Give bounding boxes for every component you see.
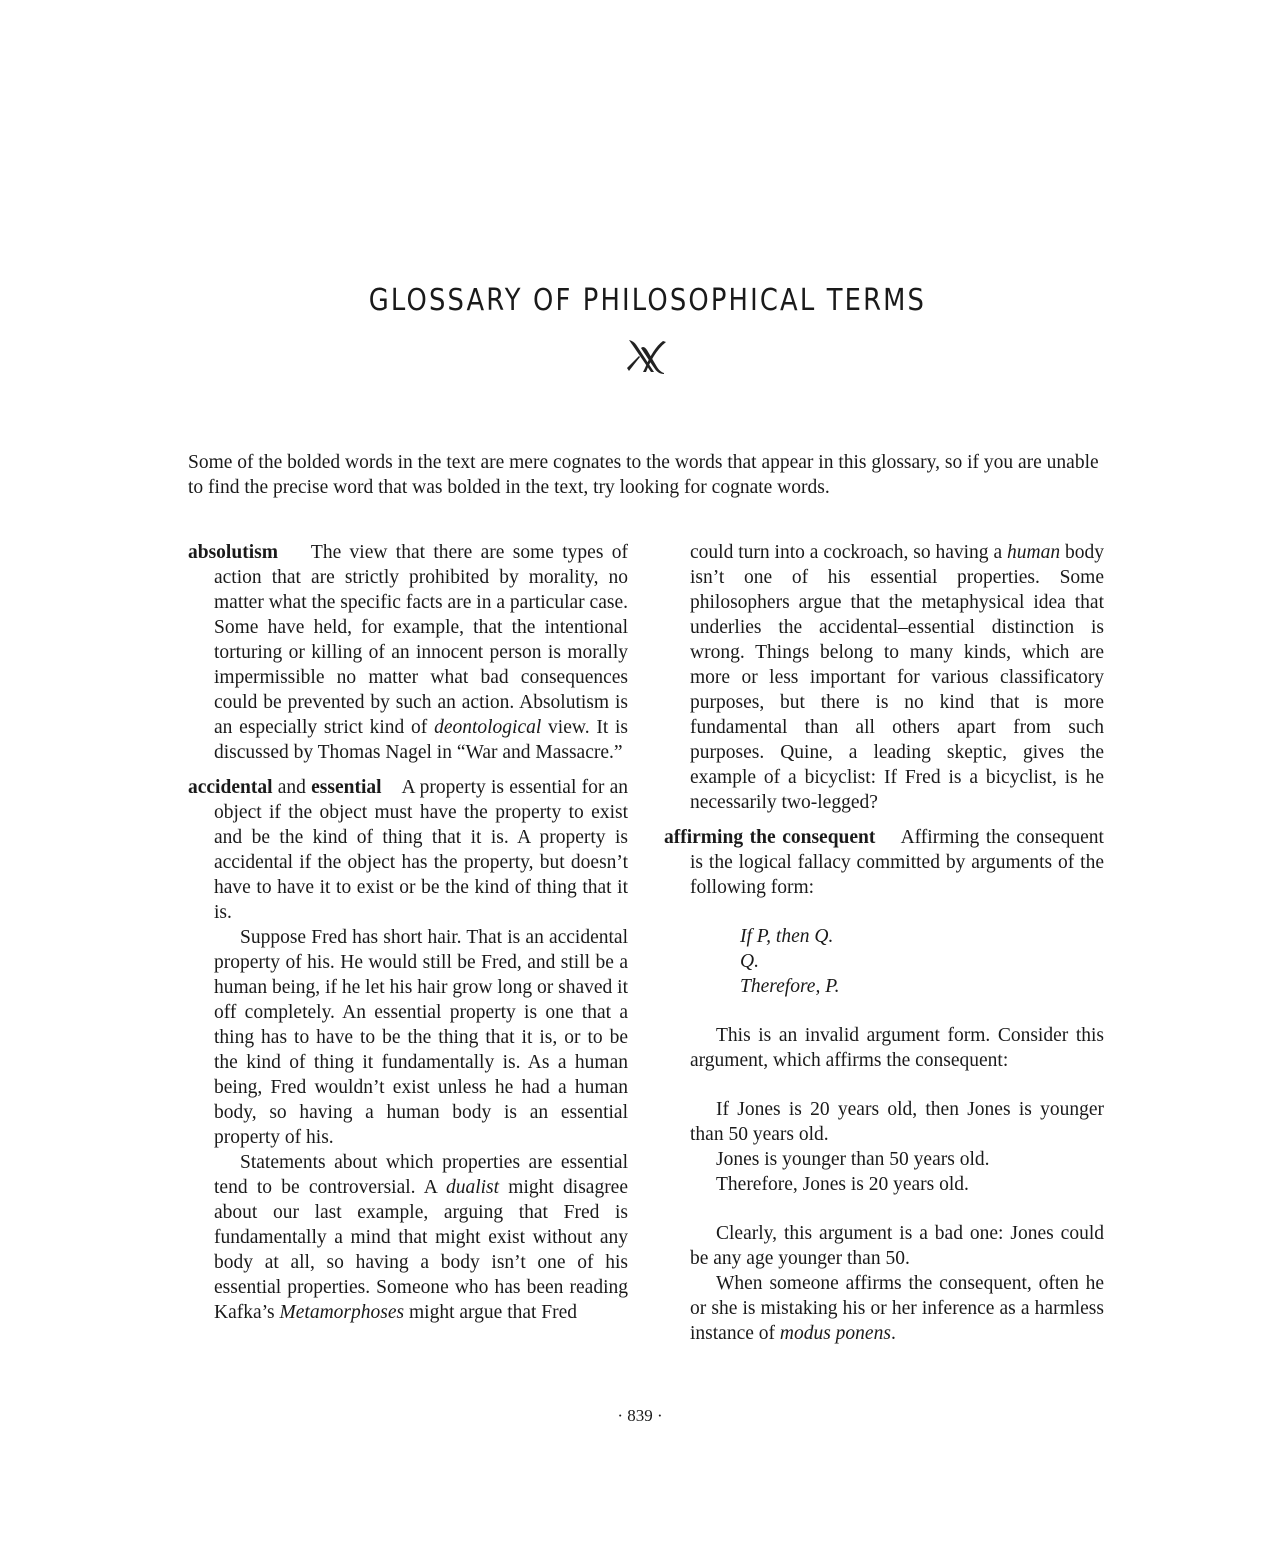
ornament-icon xyxy=(623,338,671,378)
form-line: If P, then Q. xyxy=(740,926,834,947)
term-affirming-the-consequent: affirming the consequent xyxy=(664,827,876,848)
paragraph-text: might disagree about our last example, arguing that Fred is fundamentally a mind that might exist without any body at all, so having a body isn’t one of his essential properties. Someone who has been reading Kafka’s xyxy=(214,1177,628,1323)
definition-text: A property is essential for an object if the object must have the property to exist and be the kind of thing that it is. A property is accidental if the object has the property, but doesn’t have to have it to exist or be the kind of thing that it is. xyxy=(214,777,628,923)
term-essential: essential xyxy=(311,777,382,798)
argument-form xyxy=(664,924,1104,999)
paragraph-text: might argue that Fred xyxy=(404,1302,578,1323)
term-absolutism: absolutism xyxy=(188,542,278,563)
definition-text: view. It is discussed by Thomas Nagel in “War and Massacre.” xyxy=(214,717,628,763)
form-line: Therefore, P. xyxy=(740,976,840,997)
page-title: GLOSSARY OF PHILOSOPHICAL TERMS xyxy=(368,283,927,318)
italic-term: dualist xyxy=(445,1177,500,1198)
page-number: · 839 · xyxy=(617,1406,663,1425)
argument-conclusion: Therefore, Jones is 20 years old. xyxy=(716,1174,969,1195)
term-accidental: accidental xyxy=(188,777,273,798)
form-line: Q. xyxy=(740,951,759,972)
right-column xyxy=(664,540,1104,1346)
paragraph: Clearly, this argument is a bad one: Jones could be any age younger than 50. xyxy=(690,1223,1104,1269)
example-argument xyxy=(664,1097,1104,1197)
conjunction-text: and xyxy=(272,777,312,798)
paragraph-text: body isn’t one of his essential properties. Some philosophers argue that the metaphysical idea that underlies the accidental–essential distinction is wrong. Things belong to many kinds, which are more or less important for various classificatory purposes, but there is no kind that is more fundamental than all others apart from such purposes. Quine, a leading skeptic, gives the example of a bicyclist: If Fred is a bicyclist, is he necessarily two-legged? xyxy=(690,542,1105,813)
definition-text: The view that there are some types of action that are strictly prohibited by morality, no matter what the specific facts are in a particular case. Some have held, for example, that the intentional torturing or killing of an innocent person is morally impermissible no matter what bad consequences could be prevented by such an action. Absolutism is an especially strict kind of xyxy=(214,542,628,738)
argument-premise: Jones is younger than 50 years old. xyxy=(716,1149,990,1170)
definition-text: Affirming the consequent is the logical fallacy committed by arguments of the following form: xyxy=(690,827,1104,898)
italic-term: modus ponens xyxy=(779,1323,891,1344)
italic-term: human xyxy=(1007,542,1061,563)
continued-entry xyxy=(664,540,1104,815)
paragraph xyxy=(664,1271,1104,1346)
paragraph-text: When someone affirms the consequent, often he or she is mistaking his or her inference as a harmless instance of xyxy=(690,1273,1104,1344)
left-column xyxy=(188,540,628,1325)
entry-absolutism xyxy=(188,540,628,765)
argument-premise: If Jones is 20 years old, then Jones is younger than 50 years old. xyxy=(690,1099,1104,1145)
paragraph-text: could turn into a cockroach, so having a xyxy=(690,542,1008,563)
paragraph xyxy=(188,1150,628,1325)
entry-affirming-the-consequent xyxy=(664,825,1104,900)
book-title: Metamorphoses xyxy=(279,1302,405,1323)
paragraph-text: Statements about which properties are essential tend to be controversial. A xyxy=(214,1152,628,1198)
intro-paragraph: Some of the bolded words in the text are mere cognates to the words that appear in this glossary, so if you are unable to find the precise word that was bolded in the text, try looking for cognate words. xyxy=(188,452,1099,498)
paragraph-text: . xyxy=(890,1323,896,1344)
paragraph: Suppose Fred has short hair. That is an accidental property of his. He would still be Fred, and still be a human being, if he let his hair grow long or shaved it off completely. An essential property is one that a thing has to have to be the thing that it is, or to be the kind of thing it fundamentally is. As a human being, Fred wouldn’t exist unless he had a human body, so having a human body is an essential property of his. xyxy=(214,927,628,1148)
paragraph: This is an invalid argument form. Consider this argument, which affirms the consequent: xyxy=(690,1025,1104,1071)
entry-accidental-essential xyxy=(188,775,628,925)
italic-term: deontological xyxy=(434,717,542,738)
